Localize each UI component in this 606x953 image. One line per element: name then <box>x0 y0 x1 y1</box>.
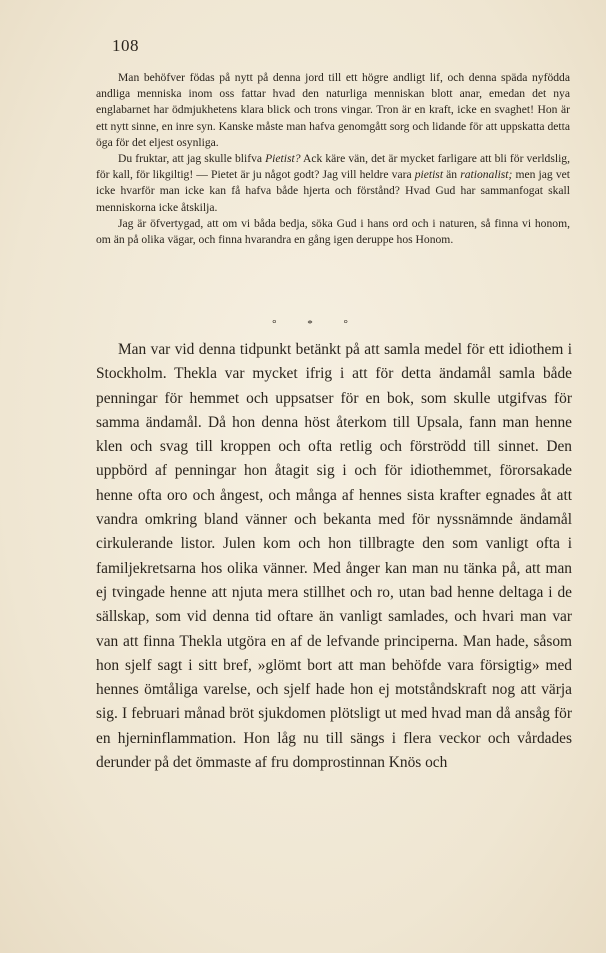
main-text <box>96 338 572 775</box>
letter-text: Du fruktar, att jag skulle blifva <box>118 152 266 166</box>
emphasis-rationalist: rationalist; <box>460 168 513 182</box>
quoted-letter <box>96 70 570 248</box>
section-ornament: ° * ° <box>272 318 362 330</box>
letter-paragraph-2 <box>96 151 570 216</box>
letter-text: Ack käre vän, det är mycket farligare att bli för verldslig, för kall, för likgiltig! — Pietet är ju något godt? Jag vill heldre vara <box>96 152 570 182</box>
body-paragraph: Man var vid denna tidpunkt betänkt på att samla medel för ett idiothem i Stockholm. Thekla var mycket ifrig i att för detta ändamål samla både penningar för hemmet och uppsatser för en bok, som skulle utgifvas för samma ändamål. Då hon denna höst återkom till Upsala, fann man henne klen och svag till kroppen och ofta retlig och förströdd till sinnet. Den uppbörd af penningar hon åtagit sig i och för idiothemmet, förorsakade henne ofta oro och ångest, och många af hennes sista krafter egnades åt att vandra omkring bland vänner och bekanta med för nyssnämnde ändamål cirkulerande listor. Julen kom och hon tillbragte den som vanligt ofta i familjekretsarna hos olika vänner. Med ånger kan man nu tänka på, att man ej tvingade henne att njuta mera stillhet och ro, utan bad henne deltaga i de sällskap, som vid denna tid oftare än vanligt samlades, och hvari man var van att finna Thekla utgöra en af de lefvande principerna. Man hade, såsom hon sjelf sagt i sitt bref, »glömt bort att man behöfde vara försigtig» med hennes ömtåliga varelse, och sjelf hade hon ej motståndskraft nog att värja sig. I februari månad bröt sjukdomen plötsligt ut med hvad man då ansåg för en hjerninflammation. Hon låg nu till sängs i flera veckor och vårdades derunder på det ömmaste af fru domprostinnan Knös och <box>96 341 572 772</box>
letter-text: än <box>443 168 461 182</box>
emphasis-pietist: pietist <box>414 168 444 182</box>
page-number: 108 <box>112 36 139 55</box>
letter-text: men jag vet icke hvarför man icke kan få hafva både hjerta och förstånd? Hvad Gud har sammanfogat skall menniskorna icke åtskilja. <box>96 168 570 214</box>
emphasis-pietist-question: Pietist? <box>265 152 301 166</box>
letter-paragraph-1: Man behöfver födas på nytt på denna jord till ett högre andligt lif, och denna späda nyfödda andliga menniska inom oss fattar hvad den naturliga menniskan blott anar, emedan det nya englabarnet har ödmjukhetens klara blick och trons vingar. Tron är en kraft, icke en svaghet! Hon är ett nytt sinne, en inre syn. Kanske måste man hafva genomgått sorg och lidande för att uppskatta detta öga för det eljest osynliga. <box>96 71 570 149</box>
letter-paragraph-3: Jag är öfvertygad, att om vi båda bedja, söka Gud i hans ord och i naturen, så finna vi honom, om än på olika vägar, och finna hvarandra en gång igen deruppe hos Honom. <box>96 216 570 247</box>
